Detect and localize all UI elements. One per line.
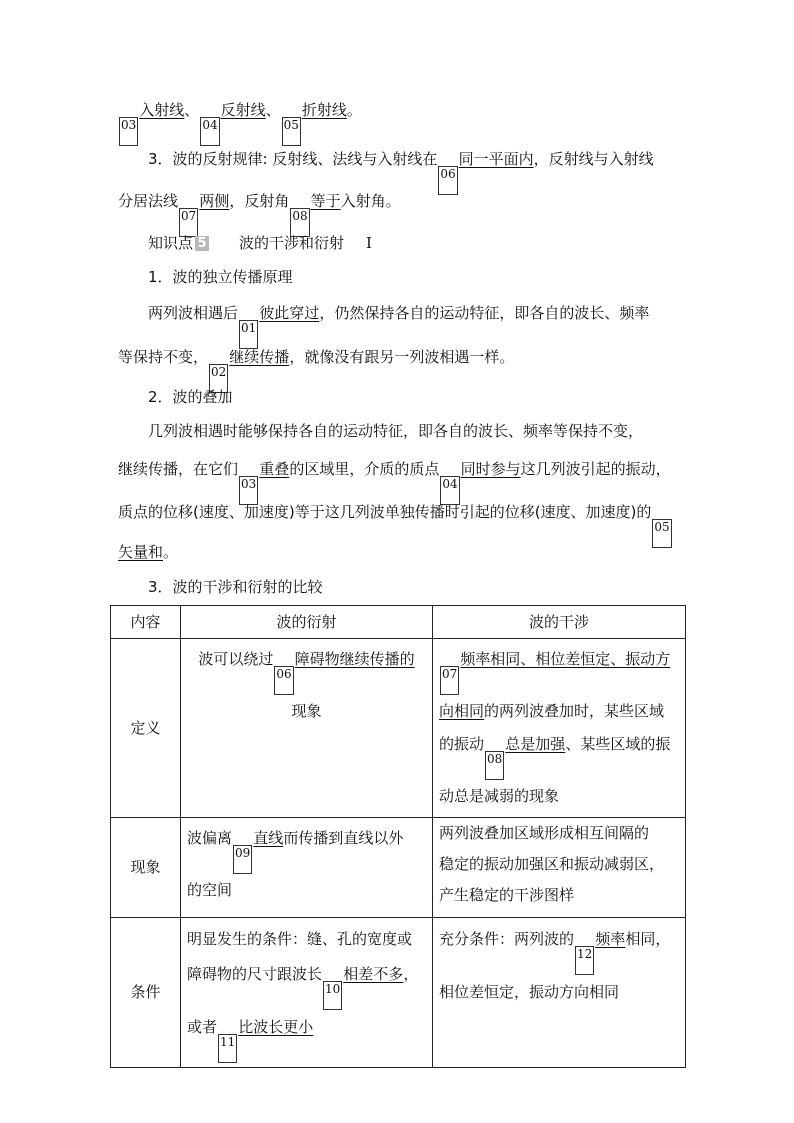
cell-line [187,957,426,1010]
blank-number-11: 11 [218,1034,237,1063]
text: 3．波的反射规律: 反射线、法线与入射线在 [148,150,438,168]
text: 分居法线 [118,192,179,210]
blank-number-01: 01 [239,320,258,349]
answer-text: 折射线 [301,101,347,119]
cell-line: 产生稳定的干涉图样 [439,886,575,904]
text: 波偏离 [187,829,233,847]
cell-line [187,643,426,695]
cell-line [439,728,679,780]
text: 充分条件：两列波的 [439,930,575,948]
text: 等保持不变， [118,348,209,366]
superposition-line-1 [148,416,643,446]
text: ， [403,965,419,983]
blank-number-08b: 08 [485,751,504,780]
text: 相同， [625,930,671,948]
interference-definition-cell [433,639,686,818]
blank-number-04b: 04 [440,476,459,505]
reflection-law-line-1 [148,144,654,181]
answer-text: 向相同 [439,702,485,720]
section-title-3 [148,572,323,602]
superposition-line-2 [118,454,671,491]
cell-line: 稳定的振动加强区和振动减弱区， [439,855,665,873]
cell-line: 明显发生的条件：缝、孔的宽度或 [187,930,413,948]
cell-line: 动总是减弱的现象 [439,787,560,805]
text: 入射角。 [340,192,401,210]
independence-line-2 [118,342,515,379]
blank-number-08: 08 [290,208,309,237]
knowledge-point-number: 5 [195,236,209,251]
text: 波可以绕过 [198,650,274,668]
answer-text: 频率相同、相位差恒定、振动方 [460,650,671,668]
answer-text: 等于 [310,192,341,210]
text: ，反射线与入射线 [533,150,654,168]
answer-text: 比波长更小 [238,1018,314,1036]
blank-number-07b: 07 [440,666,459,695]
section-title-1 [148,262,293,292]
diffraction-definition-cell [181,639,433,818]
knowledge-point-heading [148,228,372,258]
answer-text: 重叠 [259,460,290,478]
cell-line [187,822,426,874]
reflection-law-line-2 [118,186,401,223]
cell-line: 的空间 [187,881,233,899]
blank-number-04: 04 [200,117,219,146]
text: 这几列波引起的振动， [520,460,671,478]
text: 的区域里，介质的质点 [289,460,440,478]
interference-condition-cell [433,918,686,1068]
blank-number-06: 06 [438,166,457,195]
text: ，反射角 [229,192,290,210]
text: 几列波相遇时能够保持各自的运动特征，即各自的波长、频率等保持不变， [148,422,644,440]
answer-text: 同一平面内 [458,150,534,168]
blank-number-06b: 06 [274,666,293,695]
superposition-line-3 [118,497,673,534]
cell-line [187,1010,426,1063]
diffraction-phenomenon-cell [181,818,433,918]
answer-text: 总是加强 [505,735,566,753]
answer-text: 入射线 [139,101,185,119]
answer-text: 矢量和 [118,543,164,561]
text: 质点的位移(速度、加速度)等于这几列波单独传播时引起的位移(速度、加速度)的 [118,503,652,521]
text: ，仍然保持各自的运动特征，即各自的波长、频率 [319,304,650,322]
row-label: 条件 [111,918,181,1068]
blank-number-05: 05 [282,117,301,146]
text: 、 [184,101,200,119]
text: 、 [265,101,281,119]
blank-number-09: 09 [233,845,252,874]
section-title-2 [148,382,233,412]
cell-line [439,695,679,728]
blank-number-05b: 05 [652,519,671,548]
text: 或者 [187,1018,218,1036]
column-header: 内容 [111,606,181,639]
text: 3．波的干涉和衍射的比较 [148,578,323,596]
heading-level: Ⅰ [366,234,372,252]
answer-text: 彼此穿过 [259,304,320,322]
table-row-definition [111,639,686,818]
answer-text: 障碍物继续传播的 [294,650,415,668]
text: 障碍物的尺寸跟波长 [187,965,323,983]
text: 1．波的独立传播原理 [148,268,293,286]
text: 。 [163,543,179,561]
cell-line [439,922,679,975]
answer-text: 同时参与 [460,460,521,478]
independence-line-1 [148,298,650,335]
answer-text: 继续传播 [229,348,290,366]
heading-title: 波的干涉和衍射 [239,234,345,252]
blank-number-10: 10 [323,981,342,1010]
column-header: 波的衍射 [181,606,433,639]
answer-text: 反射线 [220,101,266,119]
cell-line: 两列波叠加区域形成相互间隔的 [439,824,650,842]
text: 。 [346,101,362,119]
cell-line [439,643,679,695]
table-row-phenomenon [111,818,686,918]
diffraction-condition-cell [181,918,433,1068]
cell-line: 相位差恒定，振动方向相同 [439,983,620,1001]
text: ，就像没有跟另一列波相遇一样。 [289,348,515,366]
text: 两列波相遇后 [148,304,239,322]
text: 2．波的叠加 [148,388,233,406]
text: 而传播到直线以外 [283,829,404,847]
row-label: 定义 [111,639,181,818]
table-row-condition [111,918,686,1068]
text: 、某些区域的振 [565,735,671,753]
heading-prefix: 知识点 [148,234,194,252]
row-label: 现象 [111,818,181,918]
table-header-row [111,606,686,639]
blank-number-02: 02 [209,364,228,393]
superposition-line-4 [118,537,178,567]
answer-text: 两侧 [199,192,230,210]
blank-number-12: 12 [575,946,594,975]
text: 继续传播，在它们 [118,460,239,478]
comparison-table [110,605,686,1068]
answer-line-03-05 [118,95,362,132]
answer-text: 直线 [253,829,284,847]
answer-text: 相差不多 [343,965,404,983]
column-header: 波的干涉 [433,606,686,639]
answer-text: 频率 [595,930,626,948]
blank-number-07: 07 [179,208,198,237]
text: 的两列波叠加时，某些区域 [484,702,665,720]
cell-line: 现象 [291,702,322,720]
interference-phenomenon-cell [433,818,686,918]
blank-number-03b: 03 [239,476,258,505]
blank-number-03: 03 [119,117,138,146]
text: 的振动 [439,735,485,753]
